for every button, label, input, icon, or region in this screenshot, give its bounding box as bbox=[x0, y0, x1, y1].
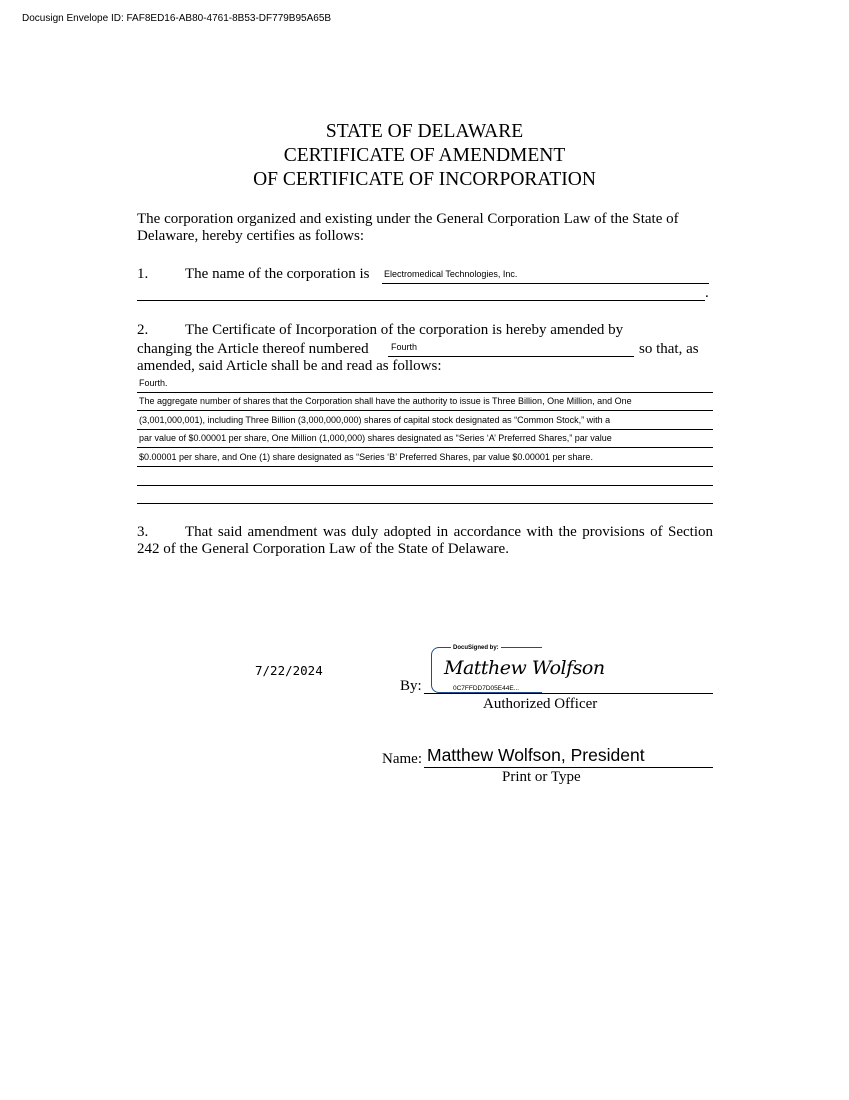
article-line-rule-6 bbox=[137, 485, 713, 486]
name-caption: Print or Type bbox=[502, 769, 581, 785]
section-1-number: 1. bbox=[137, 266, 149, 282]
corp-name-line-2 bbox=[137, 300, 705, 301]
article-text-line-1[interactable]: The aggregate number of shares that the Corporation shall have the authority to issue is Three Billion, One Million, and One bbox=[139, 396, 632, 406]
article-line-rule-1 bbox=[137, 392, 713, 393]
by-label: By: bbox=[400, 678, 422, 694]
title-line-2: CERTIFICATE OF AMENDMENT bbox=[283, 145, 566, 166]
envelope-id: Docusign Envelope ID: FAF8ED16-AB80-4761-8B53-DF779B95A65B bbox=[22, 13, 332, 24]
section-2-line-3: amended, said Article shall be and read as follows: bbox=[137, 358, 442, 374]
article-line-rule-5 bbox=[137, 466, 713, 467]
document-title bbox=[0, 120, 849, 192]
article-heading[interactable]: Fourth. bbox=[139, 378, 168, 388]
section-3-number: 3. bbox=[137, 524, 149, 540]
section-1-text: The name of the corporation is bbox=[185, 266, 370, 282]
article-text-line-2[interactable]: (3,001,000,001), including Three Billion (3,000,000,000) shares of capital stock designated as “Common Stock,” with a bbox=[139, 415, 611, 425]
section-2-line-2-pre: changing the Article thereof numbered bbox=[137, 341, 369, 357]
article-line-rule-3 bbox=[137, 429, 713, 430]
section-3 bbox=[137, 524, 713, 558]
section-1 bbox=[137, 266, 370, 283]
title-line-1: STATE OF DELAWARE bbox=[325, 121, 524, 142]
signature-caption: Authorized Officer bbox=[483, 696, 598, 712]
signature-line bbox=[424, 693, 713, 694]
docusigned-caption: DocuSigned by: bbox=[453, 645, 499, 651]
title-line-3: OF CERTIFICATE OF INCORPORATION bbox=[253, 169, 596, 190]
section-2-line-1: 2. The Certificate of Incorporation of the corporation is hereby amended by bbox=[137, 322, 624, 338]
signature-hash: 0C7FFDD7D05E44E... bbox=[453, 685, 520, 692]
article-text-line-4[interactable]: $0.00001 per share, and One (1) share designated as “Series ‘B’ Preferred Shares, par value $0.00001 per share. bbox=[139, 452, 593, 462]
corp-name-field[interactable]: Electromedical Technologies, Inc. bbox=[384, 269, 518, 279]
article-line-rule-2 bbox=[137, 410, 713, 411]
article-line-rule-7 bbox=[137, 503, 713, 504]
name-field[interactable]: Matthew Wolfson, President bbox=[427, 745, 645, 765]
intro-paragraph: The corporation organized and existing under the General Corporation Law of the State of Delaware, hereby certifies as follows: bbox=[137, 211, 679, 244]
name-label: Name: bbox=[382, 751, 422, 767]
name-line bbox=[424, 767, 713, 768]
section-2-number: 2. bbox=[137, 322, 149, 338]
article-number-field[interactable]: Fourth bbox=[391, 342, 418, 352]
section-1-period: . bbox=[705, 285, 709, 301]
signature-date: 7/22/2024 bbox=[255, 663, 323, 678]
article-line-rule-4 bbox=[137, 447, 713, 448]
article-text-line-3[interactable]: par value of $0.00001 per share, One Million (1,000,000) shares designated as “Series ‘A’ Preferred Shares,” par value bbox=[139, 433, 612, 443]
article-number-line bbox=[388, 356, 634, 357]
signature-image[interactable]: Matthew Wolfson bbox=[444, 657, 605, 679]
section-2-line-2-post: so that, as bbox=[639, 341, 699, 357]
corp-name-line bbox=[382, 283, 709, 284]
section-3-text: That said amendment was duly adopted in accordance with the provisions of Section 242 of the General Corporation Law of the State of Delaware. bbox=[137, 524, 713, 557]
